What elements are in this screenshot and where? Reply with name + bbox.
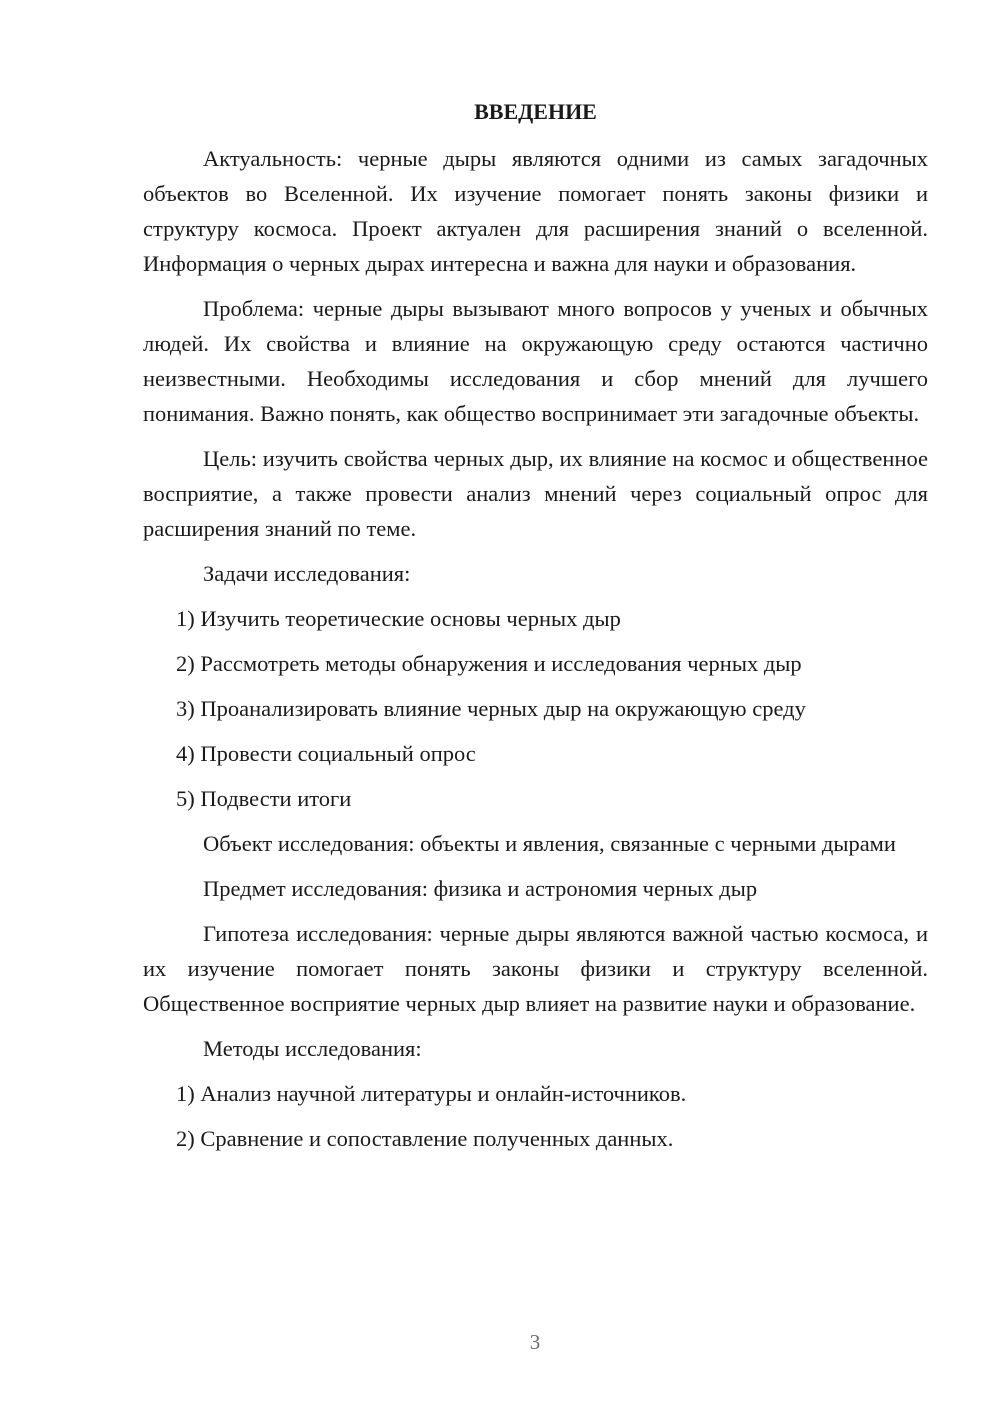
goal-paragraph: Цель: изучить свойства черных дыр, их влияние на космос и общественное восприятие, а также провести анализ мнений через социальный опрос для расширения знаний по теме. (143, 446, 928, 541)
tasks-title: Задачи исследования: (203, 561, 411, 586)
task-item-4: 4) Провести социальный опрос (176, 741, 476, 766)
page-title: ВВЕДЕНИЕ (474, 99, 597, 124)
task-item-5: 5) Подвести итоги (176, 786, 352, 811)
method-item-1: 1) Анализ научной литературы и онлайн-источников. (176, 1081, 687, 1106)
task-item-1: 1) Изучить теоретические основы черных дыр (176, 606, 621, 631)
subject-paragraph: Предмет исследования: физика и астрономия черных дыр (203, 876, 758, 901)
hypothesis-paragraph: Гипотеза исследования: черные дыры являются важной частью космоса, и их изучение помогает понять законы физики и структуру вселенной. Общественное восприятие черных дыр влияет на развитие науки и образование. (143, 921, 928, 1016)
task-item-3: 3) Проанализировать влияние черных дыр на окружающую среду (176, 696, 806, 721)
method-item-2: 2) Сравнение и сопоставление полученных данных. (176, 1126, 674, 1151)
page-number: 3 (529, 1330, 541, 1354)
problem-paragraph: Проблема: черные дыры вызывают много вопросов у ученых и обычных людей. Их свойства и влияние на окружающую среду остаются частично неизвестными. Необходимы исследования и сбор мнений для лучшего понимания. Важно понять, как общество воспринимает эти загадочные объекты. (143, 296, 928, 426)
relevance-paragraph: Актуальность: черные дыры являются одними из самых загадочных объектов во Вселенной. Их изучение помогает понять законы физики и структуру космоса. Проект актуален для расширения знаний о вселенной. Информация о черных дырах интересна и важна для науки и образования. (143, 146, 928, 276)
task-item-2: 2) Рассмотреть методы обнаружения и исследования черных дыр (176, 651, 802, 676)
methods-title: Методы исследования: (203, 1036, 422, 1061)
page-content (143, 94, 928, 1166)
object-paragraph: Объект исследования: объекты и явления, связанные с черными дырами (203, 831, 896, 856)
